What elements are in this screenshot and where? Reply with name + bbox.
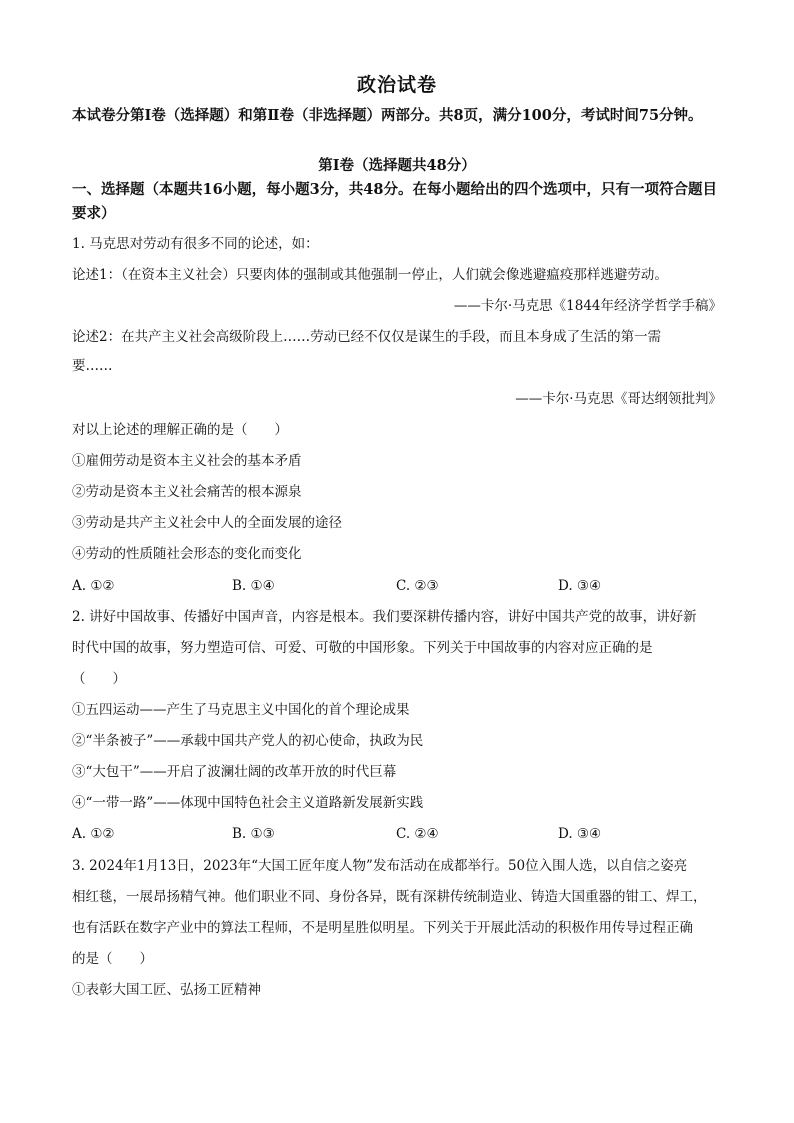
q1-statement-2-line-2: 要…… xyxy=(72,358,113,374)
q2-option-a: A. ①② xyxy=(72,826,115,842)
q1-option-b: B. ①④ xyxy=(232,578,275,594)
q2-item-1: ①五四运动——产生了马克思主义中国化的首个理论成果 xyxy=(72,702,410,718)
q1-option-d: D. ③④ xyxy=(558,578,602,594)
q1-source-1: ——卡尔·马克思《1844年经济学哲学手稿》 xyxy=(453,298,722,314)
q3-line-2: 相红毯，一展昂扬精气神。他们职业不同、身份各异，既有深耕传统制造业、铸造大国重器的钳工、焊工， xyxy=(72,889,707,905)
exam-intro: 本试卷分第Ⅰ卷（选择题）和第Ⅱ卷（非选择题）两部分。共8页，满分100分，考试时间75分钟。 xyxy=(72,107,703,124)
q2-item-2: ②“半条被子”——承载中国共产党人的初心使命，执政为民 xyxy=(72,733,424,749)
q3-line-4: 的是（ ） xyxy=(72,951,153,967)
q3-line-3: 也有活跃在数字产业中的算法工程师，不是明星胜似明星。下列关于开展此活动的积极作用传导过程正确 xyxy=(72,920,693,936)
q2-item-3: ③“大包干”——开启了波澜壮阔的改革开放的时代巨幕 xyxy=(72,764,397,780)
q2-line-3: （ ） xyxy=(72,671,126,687)
q2-option-d: D. ③④ xyxy=(558,826,602,842)
q3-item-1: ①表彰大国工匠、弘扬工匠精神 xyxy=(72,982,261,998)
q1-item-4: ④劳动的性质随社会形态的变化而变化 xyxy=(72,546,302,562)
q1-option-c: C. ②③ xyxy=(396,578,439,594)
q2-line-2: 时代中国的故事，努力塑造可信、可爱、可敬的中国形象。下列关于中国故事的内容对应正确的是 xyxy=(72,640,653,656)
q1-source-2: ——卡尔·马克思《哥达纲领批判》 xyxy=(515,391,722,407)
q1-item-1: ①雇佣劳动是资本主义社会的基本矛盾 xyxy=(72,453,302,469)
q1-item-2: ②劳动是资本主义社会痛苦的根本源泉 xyxy=(72,484,302,500)
q2-option-c: C. ②④ xyxy=(396,826,439,842)
q1-option-a: A. ①② xyxy=(72,578,115,594)
q1-question: 对以上论述的理解正确的是（ ） xyxy=(72,422,288,438)
page-title: 政治试卷 xyxy=(356,74,437,96)
q3-line-1: 3. 2024年1月13日，2023年“大国工匠年度人物”发布活动在成都举行。50位入围人选，以自信之姿亮 xyxy=(72,858,688,874)
q1-item-3: ③劳动是共产主义社会中人的全面发展的途径 xyxy=(72,515,342,531)
q1-statement-2-line-1: 论述2：在共产主义社会高级阶段上……劳动已经不仅仅是谋生的手段，而且本身成了生活的第一需 xyxy=(72,329,662,345)
section-heading: 第Ⅰ卷（选择题共48分） xyxy=(318,157,476,174)
q2-line-1: 2. 讲好中国故事、传播好中国声音，内容是根本。我们要深耕传播内容，讲好中国共产党的故事，讲好新 xyxy=(72,609,697,625)
q1-stem: 1. 马克思对劳动有很多不同的论述，如： xyxy=(72,236,319,252)
part-heading: 一、选择题（本题共16小题，每小题3分，共48分。在每小题给出的四个选项中，只有一项符合题目要求） xyxy=(72,181,717,222)
q2-item-4: ④“一带一路”——体现中国特色社会主义道路新发展新实践 xyxy=(72,795,424,811)
q2-option-b: B. ①③ xyxy=(232,826,275,842)
q1-statement-1: 论述1：（在资本主义社会）只要肉体的强制或其他强制一停止，人们就会像逃避瘟疫那样逃避劳动。 xyxy=(72,267,668,283)
